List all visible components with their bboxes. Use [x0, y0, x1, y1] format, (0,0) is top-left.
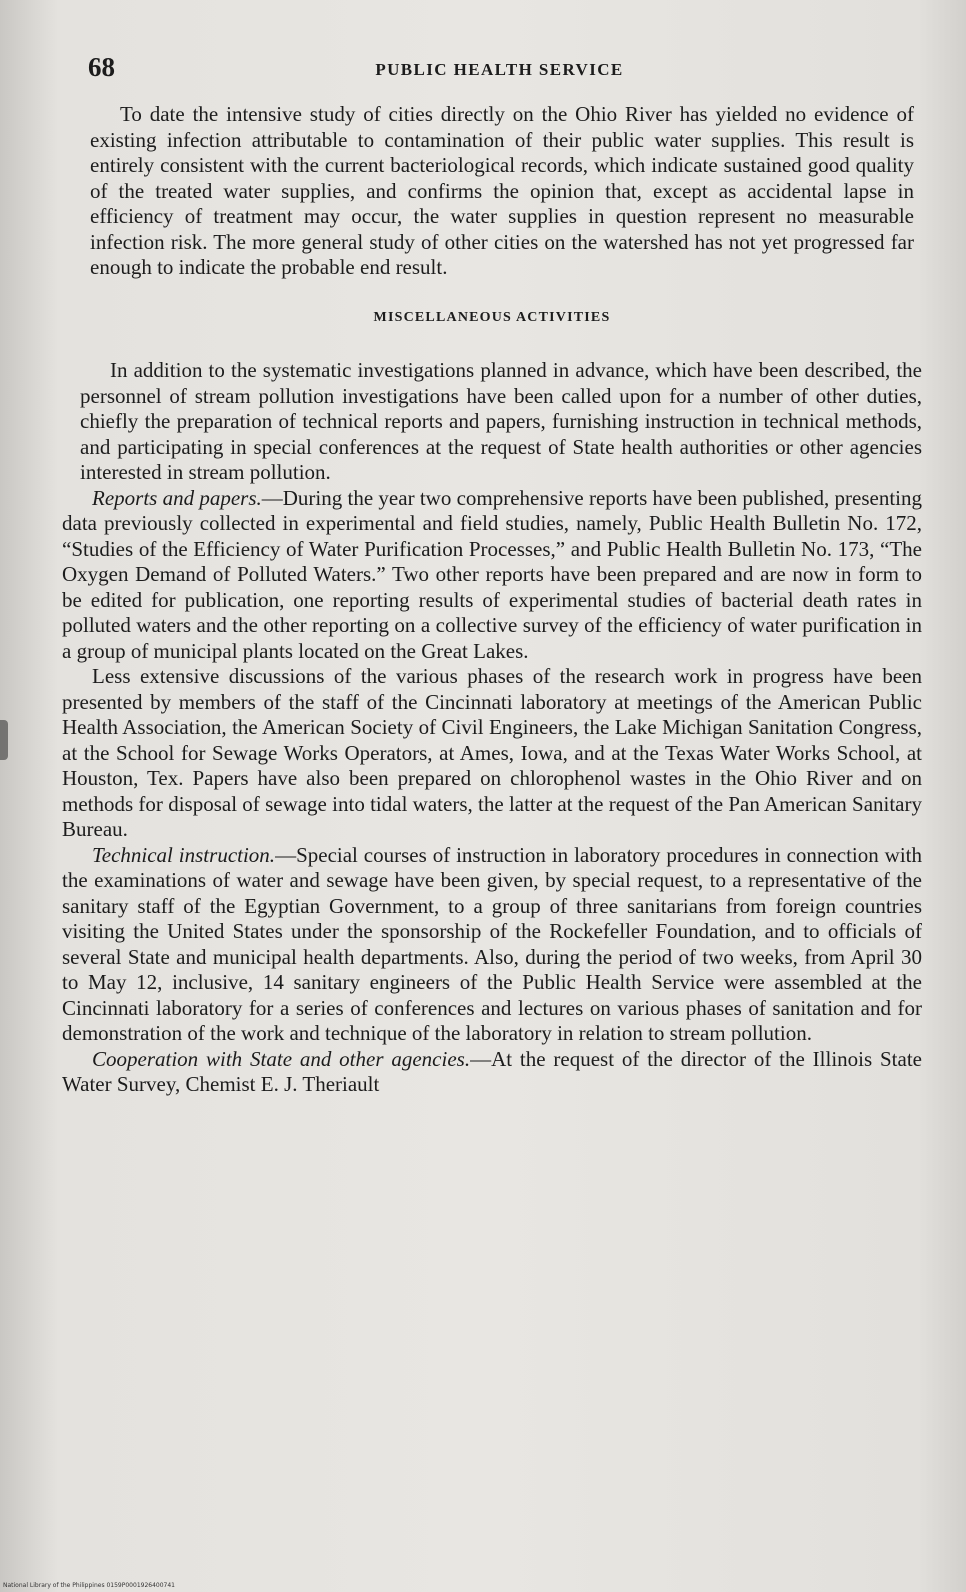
- cooperation-text: —At the request of the director of the Illinois State Water Survey, Chemist E. J. Theriault: [62, 1046, 922, 1096]
- technical-text: —Special courses of instruction in laboratory procedures in connection with the examinations of water and sewage have been given, by special request, to a representative of the sanitary staff of the Egyptian Government, to a group of three sanitarians from foreign countries visiting the United States under the sponsorship of the Rockefeller Foundation, and to officials of several State and municipal health departments. Also, during the period of two weeks, from April 30 to May 12, inclusive, 14 sanitary engineers of the Public Health Service were assembled at the Cincinnati laboratory for a series of conferences and lectures on various phases of sanitation and for demonstration of the work and technique of the laboratory in relation to stream pollution.: [62, 842, 922, 1045]
- paragraph-less-extensive: Less extensive discussions of the various phases of the research work in progress have been presented by members of the staff of the Cincinnati laboratory at meetings of the American Public Health Association, the American Society of Civil Engineers, the Lake Michigan Sanitation Congress, at the School for Sewage Works Operators, at Ames, Iowa, and at the Texas Water Works School, at Houston, Tex. Papers have also been prepared on chlorophenol wastes in the Ohio River and on methods for disposal of sewage into tidal waters, the latter at the request of the Pan American Sanitary Bureau.: [62, 664, 922, 841]
- running-head: PUBLIC HEALTH SERVICE: [375, 60, 624, 79]
- page-body: [62, 102, 922, 1098]
- page-header: [88, 52, 911, 92]
- page-number: 68: [88, 52, 115, 82]
- reports-text: —During the year two comprehensive reports have been published, presenting data previously collected in experimental and field studies, namely, Public Health Bulletin No. 172, “Studies of the Efficiency of Water Purification Processes,” and Public Health Bulletin No. 173, “The Oxygen Demand of Polluted Waters.” Two other reports have been prepared and are now in form to be edited for publication, one reporting results of experimental studies of bacterial death rates in polluted waters and the other reporting on a collective survey of the efficiency of water purification in a group of municipal plants located on the Great Lakes.: [62, 485, 922, 663]
- scan-footer: National Library of the Philippines 0159P0001926400741: [3, 1582, 175, 1589]
- binding-shadow: [0, 720, 8, 760]
- paragraph-reports-and-papers: [62, 486, 922, 665]
- reports-lead: Reports and papers.: [92, 485, 262, 510]
- cooperation-lead: Cooperation with State and other agencies.: [92, 1046, 471, 1071]
- section-heading: MISCELLANEOUS ACTIVITIES: [373, 309, 611, 325]
- paragraph-ohio-river-study: To date the intensive study of cities directly on the Ohio River has yielded no evidence of existing infection attributable to contamination of their public water supplies. This result is entirely consistent with the current bacteriological records, which indicate sustained good quality of the treated water supplies, and confirms the opinion that, except as accidental lapse in efficiency of treatment may occur, the water supplies in question represent no measurable infection risk. The more general study of other cities on the watershed has not yet progressed far enough to indicate the probable end result.: [90, 102, 914, 279]
- technical-lead: Technical instruction.: [92, 842, 276, 867]
- paragraph-cooperation: [62, 1047, 922, 1098]
- paragraph-technical-instruction: [62, 843, 922, 1047]
- paragraph-miscellaneous-intro: In addition to the systematic investigations planned in advance, which have been described, the personnel of stream pollution investigations have been called upon for a number of other duties, chiefly the preparation of technical reports and papers, furnishing instruction in technical methods, and participating in special conferences at the request of State health authorities or other agencies interested in stream pollution.: [80, 358, 922, 484]
